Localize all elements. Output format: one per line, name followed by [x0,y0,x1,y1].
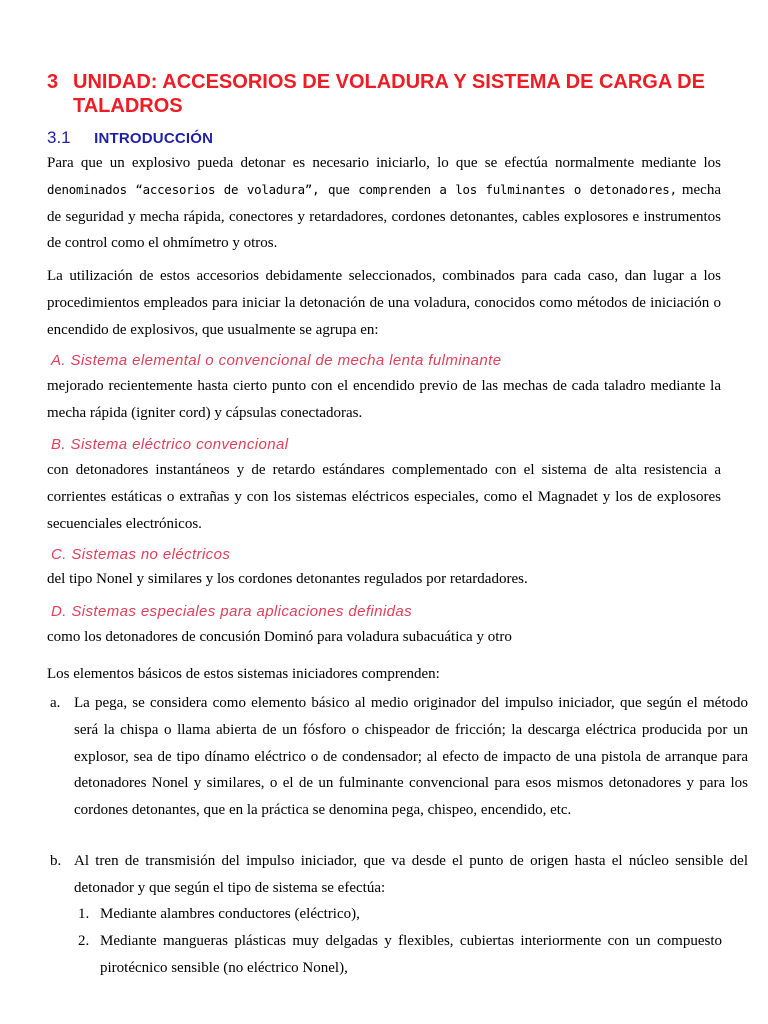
subheading-a: A. Sistema elemental o convencional de mecha lenta fulminante [51,352,502,369]
section-c-text: del tipo Nonel y similares y los cordones detonantes regulados por retardadores. [47,571,528,587]
chapter-title: UNIDAD: ACCESORIOS DE VOLADURA Y SISTEMA DE CARGA DE TALADROS [73,71,705,117]
subheading-d: D. Sistemas especiales para aplicaciones definidas [51,603,413,620]
section-a-text: mejorado recientemente hasta cierto punto con el encendido previo de las mechas de cada taladro mediante la mecha rápida (igniter cord) y cápsulas conectadoras. [47,378,721,421]
section-title: INTRODUCCIÓN [94,130,214,147]
intro-p1-end: mecha de seguridad y mecha rápida, conectores y retardadores, cordones detonantes, cables explosores e instrumentos de control como el ohmímetro y otros. [47,181,721,252]
sublist-marker: 2. [78,933,90,949]
chapter-number: 3 [47,71,59,93]
section-d-text: como los detonadores de concusión Dominó para voladura subacuática y otro [47,629,512,645]
list-marker: b. [50,853,62,869]
list-item-text: Al tren de transmisión del impulso iniciador, que va desde el punto de origen hasta el núcleo sensible del detonador y que según el tipo de sistema se efectúa: [74,853,748,896]
sublist-item-1 [78,901,722,928]
intro-p1-start: Para que un explosivo pueda detonar es necesario iniciarlo, lo que se efectúa normalmente mediante los [47,155,721,171]
section-heading [47,128,213,148]
list-item-text: La pega, se considera como elemento básico al medio originador del impulso iniciador, que según el método será la chispa o llama abierta de un fósforo o chispeador de fricción; la descarga eléctrica producida por un explosor, sea de tipo dínamo eléctrico o de condensador; al efecto de impacto de una pistola de arranque para detonadores Nonel y similares, o el de un fulminante convencional para esos mismos detonadores y para los cordones detonantes, que en la práctica se denomina pega, chispeo, encendido, etc. [74,695,748,819]
list-marker: a. [50,695,61,711]
sublist-marker: 1. [78,906,90,922]
sublist-item-text: Mediante alambres conductores (eléctrico), [100,906,360,922]
intro-p1-mono: denominados “accesorios de voladura”, que comprenden a los fulminantes o detonadores, [47,181,677,197]
subheading-b: B. Sistema eléctrico convencional [51,436,289,453]
sublist-item-text: Mediante mangueras plásticas muy delgadas y flexibles, cubiertas interiormente con un compuesto pirotécnico sensible (no eléctrico Nonel), [100,933,722,976]
intro-paragraph-2: La utilización de estos accesorios debidamente seleccionados, combinados para cada caso, dan lugar a los procedimientos empleados para iniciar la detonación de una voladura, conocidos como métodos de iniciación o encendido de explosivos, que usualmente se agrupa en: [47,268,721,338]
elements-intro: Los elementos básicos de estos sistemas iniciadores comprenden: [47,666,440,682]
list-item-a [50,690,748,824]
subheading-c: C. Sistemas no eléctricos [51,546,231,563]
section-b-text: con detonadores instantáneos y de retardo estándares complementado con el sistema de alta resistencia a corrientes estáticas o extrañas y con los sistemas eléctricos especiales, como el Magnadet y los de explosores secuenciales electrónicos. [47,462,721,532]
list-item-b [50,848,748,902]
sublist-item-2 [78,928,722,982]
intro-paragraph-1 [47,150,721,257]
section-number: 3.1 [47,128,71,147]
chapter-heading [47,70,747,118]
